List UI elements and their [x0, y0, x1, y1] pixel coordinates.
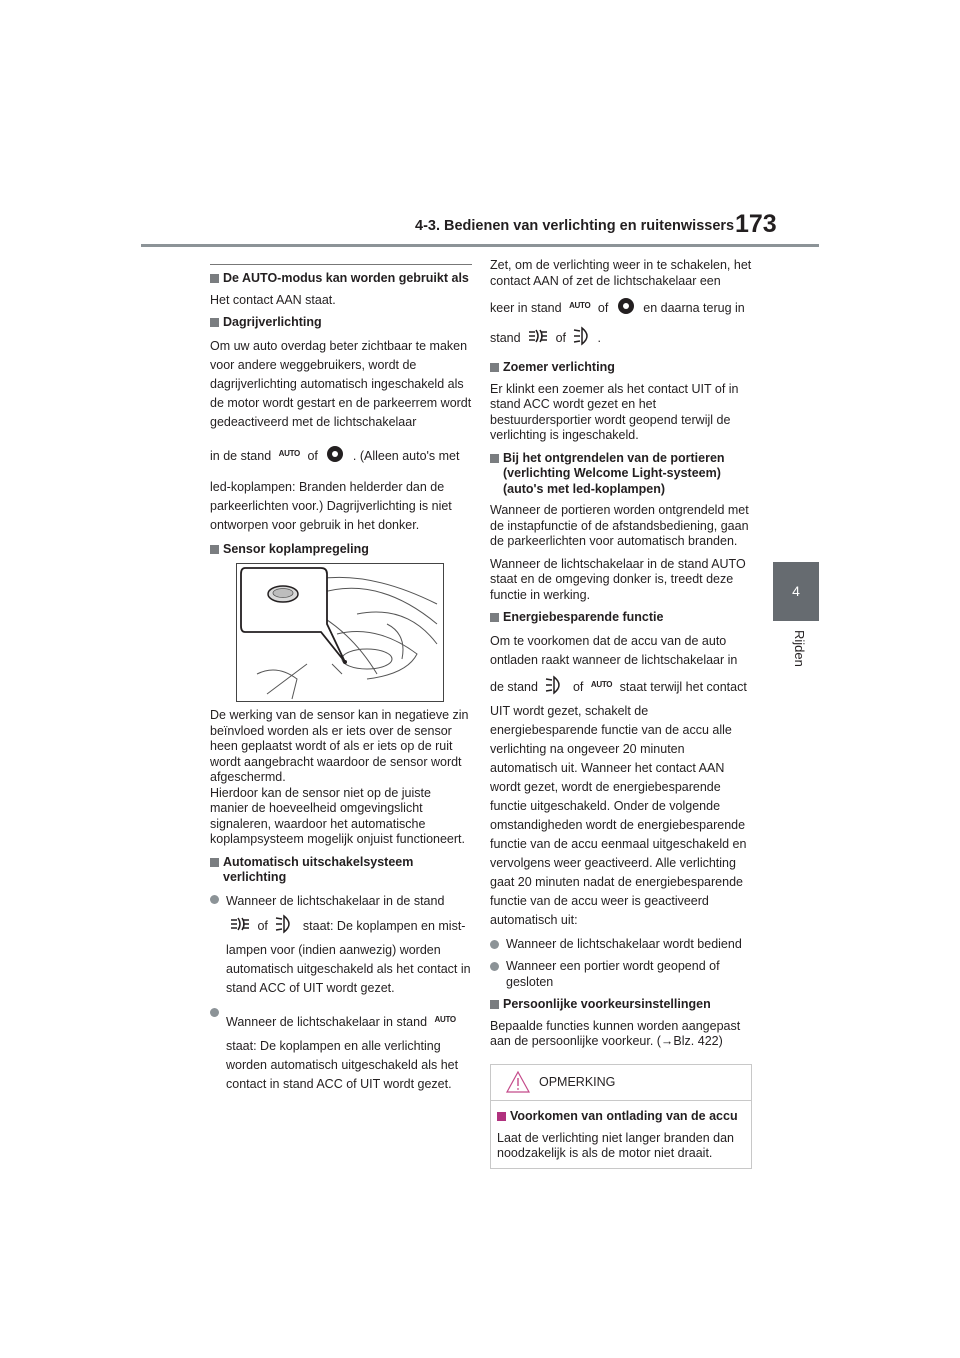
paragraph: Om uw auto overdag beter zichtbaar te maken voor andere weggebruikers, wordt de dagrijverlichting automatisch ingeschakeld als de motor wordt gestart en de parkeerrem wordt gedeactiveerd met de lichtschakelaar	[210, 338, 472, 429]
notice-text: Laat de verlichting niet langer branden dan noodzakelijk is als de motor niet draait.	[497, 1130, 734, 1160]
section-title-auto-mode: De AUTO-modus kan worden gebruikt als	[210, 271, 472, 287]
parking-light-icon	[274, 913, 296, 935]
text: Wanneer de lichtschakelaar in de stand	[226, 893, 445, 908]
section-title-auto-off: Automatisch uitschakelsysteem verlichting	[210, 855, 472, 886]
section-title-personal-settings: Persoonlijke voorkeursinstellingen	[490, 997, 752, 1013]
paragraph-with-icons	[490, 670, 752, 702]
section-rule	[210, 264, 472, 265]
paragraph: UIT wordt gezet, schakelt de energiebesparende functie van de accu alle verlichting na ongeveer 20 minuten automatisch uit. Wanneer het contact AAN wordt gezet, wordt de energiebesparende functie uitgeschakeld. Onder de volgende omstandigheden wordt de energiebesparende functie van de accu eenmaal uitgeschakeld en vervolgens weer geactiveerd. Alle verlichting gaat 20 minuten nadat de energiebesparende functie van de accu weer is geactiveerd automatisch uit:	[490, 703, 747, 927]
chapter-title: 4-3. Bedienen van verlichting en ruitenwissers	[415, 218, 735, 234]
right-column	[490, 258, 752, 1169]
paragraph: Bepaalde functies kunnen worden aangepast aan de persoonlijke voorkeur. (→Blz. 422)	[490, 1018, 741, 1048]
chapter-tab-label: Rijden	[792, 630, 807, 667]
section-title-sensor: Sensor koplampregeling	[210, 542, 472, 558]
text: Wanneer de lichtschakelaar in stand	[226, 1014, 428, 1029]
left-column	[210, 258, 472, 1101]
paragraph: led-koplampen: Branden helderder dan de parkeerlichten voor.) Dagrijverlichting is niet ontworpen voor gebruik in het donker.	[210, 479, 452, 532]
parking-light-icon	[572, 325, 594, 347]
page-number: 173	[735, 210, 777, 238]
headlight-low-beam-icon	[527, 325, 549, 347]
text: of	[307, 448, 318, 463]
paragraph: Om te voorkomen dat de accu van de auto ontladen raakt wanneer de lichtschakelaar in	[490, 633, 738, 667]
drl-off-icon	[324, 443, 346, 465]
chapter-tab[interactable]: 4	[773, 562, 819, 621]
paragraph-with-icons	[210, 439, 472, 471]
text: lampen voor (indien aanwezig) worden automatisch uitgeschakeld als het contact in stand ACC of UIT wordt gezet.	[226, 942, 471, 995]
text: keer in stand	[490, 301, 562, 315]
paragraph: Zet, om de verlichting weer in te schakelen, het contact AAN of zet de lichtschakelaar een	[490, 258, 752, 288]
list-item: Wanneer een portier wordt geopend of gesloten	[490, 959, 752, 990]
text: . (Alleen auto's met	[352, 448, 460, 463]
paragraph: Het contact AAN staat.	[210, 292, 336, 307]
line-with-icons	[226, 911, 472, 941]
list-item: Wanneer de lichtschakelaar wordt bediend	[490, 937, 752, 953]
text: staat: De koplampen en mist-	[302, 918, 466, 933]
paragraph: Wanneer de lichtschakelaar in de stand AUTO staat en de omgeving donker is, treedt deze functie in werking.	[490, 556, 746, 602]
section-title-drl: Dagrijverlichting	[210, 315, 472, 331]
paragraph-with-icons	[490, 291, 752, 323]
list-item	[210, 1005, 472, 1094]
section-title-energy-saving: Energiebesparende functie	[490, 610, 752, 626]
headlight-low-beam-icon	[229, 913, 251, 935]
line-with-icons	[226, 1005, 472, 1037]
text: .	[597, 331, 601, 345]
section-title-buzzer: Zoemer verlichting	[490, 360, 752, 376]
paragraph: De werking van de sensor kan in negatieve zin beïnvloed worden als er iets over de sensor heen geplaatst wordt of als er iets op de ruit wordt aangebracht waardoor de sensor wordt afgeschermd. Hierdoor kan de sensor niet op de juiste manier de hoeveelheid omgevingslicht signaleren, waardoor het automatische koplampsysteem mogelijk onjuist functioneert.	[210, 708, 469, 846]
list-item	[210, 892, 472, 998]
text: stand	[490, 331, 521, 345]
notice-box	[490, 1064, 752, 1169]
paragraph: Er klinkt een zoemer als het contact UIT of in stand ACC wordt gezet en het bestuurdersportier wordt geopend terwijl de verlichting is ingeschakeld.	[490, 381, 739, 442]
text: staat: De koplampen en alle verlichting worden automatisch uitgeschakeld als het contact in stand ACC of UIT wordt gezet.	[226, 1038, 459, 1091]
paragraph: Wanneer de portieren worden ontgrendeld met de instapfunctie of de afstandsbediening, gaan de parkeerlichten voor automatisch branden.	[490, 503, 749, 548]
auto-icon: AUTO	[434, 1014, 456, 1024]
text: of	[257, 918, 268, 933]
section-title-welcome-light: Bij het ontgrendelen van de portieren (verlichting Welcome Light-systeem) (auto's met led-koplampen)	[490, 451, 752, 498]
text: en daarna terug in	[643, 301, 745, 315]
warning-triangle-icon	[505, 1070, 531, 1094]
drl-off-icon	[615, 295, 637, 317]
notice-label: OPMERKING	[539, 1074, 616, 1089]
auto-icon: AUTO	[569, 301, 591, 310]
text: in de stand	[210, 448, 272, 463]
paragraph-with-icons	[490, 323, 752, 353]
text: de stand	[490, 679, 538, 694]
sensor-illustration	[236, 563, 444, 702]
notice-body	[491, 1101, 751, 1168]
auto-icon: AUTO	[278, 448, 300, 458]
text: staat terwijl het contact	[619, 679, 747, 694]
notice-title: Voorkomen van ontlading van de accu	[497, 1109, 745, 1125]
parking-light-icon	[544, 674, 566, 696]
car-interior-sensor-image	[237, 564, 443, 701]
text: of	[555, 331, 566, 345]
header-rule	[141, 244, 819, 247]
auto-icon: AUTO	[590, 679, 613, 689]
text: of	[597, 301, 609, 315]
text: of	[572, 679, 584, 694]
notice-header	[491, 1065, 751, 1102]
